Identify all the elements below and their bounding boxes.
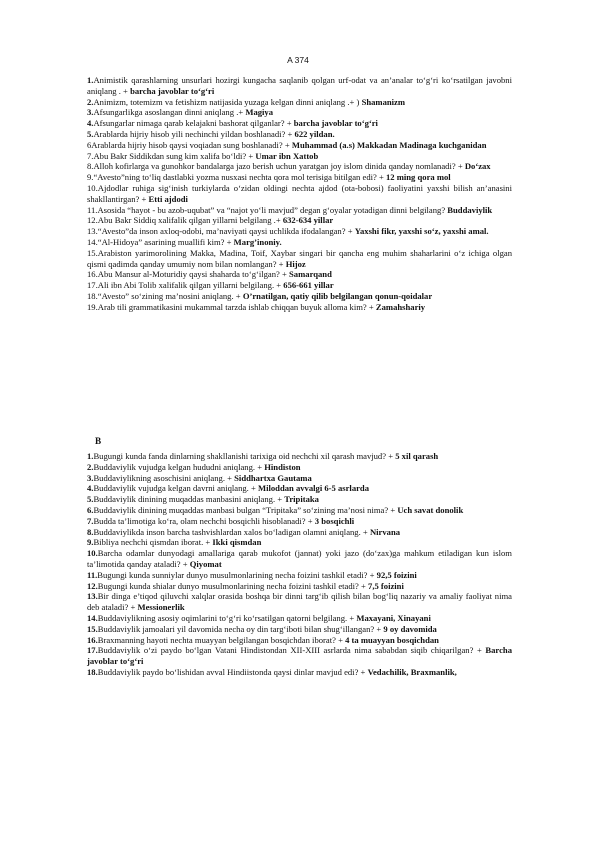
question-item: [87, 215, 512, 226]
question-text: “Al-Hidoya” asarining muallifi kim?: [97, 236, 225, 247]
answer-mark: . +: [118, 85, 128, 96]
question-text: Arablarda hijriy hisob qaysi voqiadan sung boshlanadi?: [91, 139, 283, 150]
answer-text: 12 ming qora mol: [385, 172, 451, 183]
answer-mark: +: [388, 451, 394, 461]
answer-text: 5 xil qarash: [395, 451, 439, 461]
section-a-questions: [87, 75, 512, 313]
question-text: Abu Mansur al-Moturidiy qaysi shaharda to‘g‘ilgan?: [97, 269, 280, 280]
answer-text: Magiya: [245, 107, 274, 118]
question-item: [87, 280, 512, 291]
question-item: [87, 129, 512, 140]
answer-mark: .+: [273, 215, 281, 226]
question-item: [87, 483, 512, 494]
question-number: 11.: [87, 569, 98, 580]
answer-mark: +: [286, 118, 292, 129]
question-text: Ali ibn Abi Tolib xalifalik qilgan yillarni belgilang.: [97, 280, 275, 291]
question-number: 16.: [87, 634, 98, 645]
question-text: Buddaviylik dinining muqaddas manbasini aniqlang.: [93, 494, 276, 505]
question-number: 15.: [87, 247, 98, 258]
answer-mark: +: [360, 666, 366, 677]
answer-mark: +: [141, 193, 147, 204]
question-text: “Avesto”ning to‘liq dastlabki yozma nusxasi nechta qora mol terisiga bitilgan edi?: [93, 172, 377, 183]
answer-mark: +: [307, 515, 313, 526]
question-text: Buddaviylikda inson barcha tashvishlardan xalos bo‘ladigan olamni aniqlang.: [93, 526, 361, 537]
question-number: 17.: [87, 280, 98, 291]
question-number: 12.: [87, 215, 98, 226]
answer-text: Marg’inoniy.: [233, 236, 282, 247]
answer-mark: +: [282, 269, 287, 280]
question-number: 13.: [87, 226, 98, 237]
question-number: 17.: [87, 645, 98, 656]
answer-mark: +: [349, 612, 355, 623]
question-text: Arab tili grammatikasini mukammal tarzda ishlab chiqqan buyuk alloma kim?: [97, 301, 367, 312]
answer-mark: +: [250, 483, 256, 494]
question-text: Buddaviylik vujudga kelgan hududni aniqlang.: [93, 461, 256, 472]
answer-mark: +: [278, 258, 284, 269]
question-text: Buddaviylik o‘zi paydo bo‘lgan Vatani Hindistondan XII-XIII asrlarda nima sababdan siqib chiqarilgan?: [97, 645, 474, 656]
question-number: 18.: [87, 290, 98, 301]
question-number: 8.: [87, 161, 94, 172]
answer-text: Hijoz: [285, 258, 306, 269]
answer-text: Qiyomat: [189, 558, 222, 569]
question-item: [87, 302, 512, 313]
question-number: 7.: [87, 515, 94, 526]
question-text: Buddaviylik dinining muqaddas manbasi bulgan “Tripitaka” so‘zining ma’nosi nima?: [93, 504, 389, 515]
answer-text: 3 bosqichli: [314, 515, 355, 526]
question-text: Bir dinga e’tiqod qiluvchi xalqlar orasida boshqa bir dinni targ‘ib qilish bilan bog‘liq nazariy va amaliy faoliyat nima deb ataladi?: [87, 591, 512, 613]
question-item: [87, 107, 512, 118]
answer-text: Siddhartxa Gautama: [234, 472, 312, 483]
question-text: Animistik qarashlarning unsurlari hozirgi kungacha saqlanib qolgan urf-odat va an’analar to‘g‘ri ko‘rsatilgan javobni aniqlang: [87, 75, 512, 96]
question-number: 6: [87, 139, 92, 150]
question-number: 7.: [87, 150, 94, 161]
question-text: Barcha odamlar dunyodagi amallariga qarab mukofot (jannat) yoki jazo (do‘zax)ga mahkum etiladigan kun islom ta’limotida qanday ataladi?: [87, 548, 512, 569]
answer-mark: .+ ): [347, 96, 360, 107]
question-item: [87, 151, 512, 162]
question-item: [87, 645, 512, 667]
question-item: [87, 505, 512, 516]
question-number: 14.: [87, 236, 98, 247]
question-text: Bugungi kunda sunniylar dunyo musulmonlarining necha foizini tashkil etadi?: [97, 569, 368, 580]
answer-mark: +: [476, 645, 482, 656]
question-number: 10.: [87, 182, 98, 193]
answer-mark: +: [361, 580, 366, 591]
answer-mark: +: [235, 290, 241, 301]
answer-text: 9 oy davomida: [383, 623, 437, 634]
question-item: [87, 97, 512, 108]
question-item: [87, 226, 512, 237]
answer-mark: +: [205, 537, 211, 548]
answer-text: Nirvana: [369, 526, 401, 537]
question-number: 5.: [87, 494, 94, 505]
question-item: [87, 548, 512, 570]
question-text: Ajdodlar ruhiga sig‘inish turkiylarda o‘zidan oldingi nechta ajdod (ota-bobosi) faoliyatini yaxshi bilish an’anasini shakllantirgan?: [87, 182, 512, 204]
question-item: [87, 161, 512, 172]
answer-text: 656-661 yillar: [283, 280, 334, 291]
question-item: [87, 451, 512, 462]
question-text: Buddaviylik paydo bo‘lishidan avval Hindiistonda qaysi dinlar mavjud edi?: [97, 666, 359, 677]
answer-mark: +: [378, 172, 384, 183]
question-text: Asosida “hayot - bu azob-uqubat” va “najot yo‘li mavjud” degan g‘oyalar yotadigan dinni belgilang?: [97, 204, 446, 215]
question-item: [87, 581, 512, 592]
answer-text: Tripitaka: [284, 494, 319, 505]
question-item: [87, 118, 512, 129]
question-number: 19.: [87, 301, 98, 312]
question-number: 13.: [87, 591, 98, 602]
question-number: 2.: [87, 96, 94, 107]
question-text: Alloh kofirlarga va gunohkor bandalarga jazo berish uchun yaratgan joy islom dinida qanday nomlanadi?: [93, 161, 456, 172]
answer-mark: +: [362, 526, 368, 537]
answer-text: Yaxshi fikr, yaxshi so‘z, yaxshi amal.: [354, 226, 489, 237]
answer-text: barcha javoblar to‘g‘ri: [293, 118, 378, 129]
answer-text: 622 yildan.: [294, 128, 335, 139]
answer-text: Hindiston: [264, 461, 301, 472]
question-text: Buddaviylikning asoschisini aniqlang.: [93, 472, 225, 483]
question-item: [87, 494, 512, 505]
question-number: 12.: [87, 580, 98, 591]
question-text: Arablarda hijriy hisob yili nechinchi yildan boshlanadi?: [93, 128, 286, 139]
question-item: [87, 613, 512, 624]
question-number: 3.: [87, 472, 94, 483]
answer-text: 4 ta muayyan bosqichdan: [345, 634, 439, 645]
question-item: [87, 516, 512, 527]
answer-mark: .+: [236, 107, 244, 118]
answer-text: Umar ibn Xattob: [255, 150, 319, 161]
answer-text: Muhammad (a.s) Makkadan Madinaga kuchganidan: [291, 139, 487, 150]
question-text: Braxmanning hayoti nechta muayyan belgilangan bosqichdan iborat?: [97, 634, 336, 645]
question-text: Afsungarlar nimaga qarab kelajakni bashorat qilganlar?: [93, 118, 285, 129]
answer-text: 92,5 foizini: [376, 569, 417, 580]
question-text: Buddaviylikning asosiy oqimlarini to‘g‘ri ko‘rsatilgan qatorni belgilang.: [97, 612, 348, 623]
answer-mark: +: [376, 623, 382, 634]
answer-text: Do‘zax: [464, 161, 491, 172]
answer-mark: +: [287, 128, 293, 139]
question-item: [87, 624, 512, 635]
answer-text: Shamanizm: [361, 96, 406, 107]
question-item: [87, 269, 512, 280]
answer-mark: +: [368, 301, 374, 312]
question-number: 14.: [87, 612, 98, 623]
question-text: Arabiston yarimorolining Makka, Madina, Toif, Xaybar singari bir qancha eng muhim shaharlarini o‘z ichiga olgan qismi qadimda qanday umumiy nom bilan nomlangan?: [87, 247, 512, 269]
question-item: [87, 667, 512, 678]
question-number: 8.: [87, 526, 94, 537]
question-item: [87, 140, 512, 151]
question-text: Afsungarlikga asoslangan dinni aniqlang: [93, 107, 235, 118]
question-item: [87, 473, 512, 484]
question-text: Budda ta’limotiga ko‘ra, olam nechchi bosqichli hisoblanadi?: [93, 515, 306, 526]
question-text: “Avesto”da inson axloq-odobi, ma’naviyati qaysi uchlikda ifodalangan?: [97, 226, 346, 237]
answer-text: 632-634 yillar: [282, 215, 334, 226]
question-text: Bugungi kunda shialar dunyo musulmonlarining necha foizini tashkil etadi?: [97, 580, 359, 591]
question-text: Bugungi kunda fanda dinlarning shakllanishi tarixiga oid nechchi xil qarash mavjud?: [93, 451, 387, 461]
answer-mark: +: [369, 569, 375, 580]
answer-text: Ikki qismdan: [212, 537, 262, 548]
question-item: [87, 462, 512, 473]
answer-text: Zamahshariy: [375, 301, 426, 312]
question-item: [87, 291, 512, 302]
answer-mark: +: [347, 226, 353, 237]
question-item: [87, 527, 512, 538]
question-text: Abu Bakr Siddiq xalifalik qilgan yillarni belgilang: [97, 215, 272, 226]
question-item: [87, 205, 512, 216]
answer-mark: +: [227, 472, 232, 483]
question-item: [87, 75, 512, 97]
question-text: Bibliya nechchi qismdan iborat.: [93, 537, 204, 548]
answer-mark: +: [130, 602, 136, 613]
answer-text: Buddaviylik: [447, 204, 493, 215]
section-b-questions: [87, 451, 512, 678]
question-text: Buddaviylik jamoalari yil davomida necha oy din targ‘iboti bilan shug‘illangan?: [97, 623, 375, 634]
answer-mark: +: [338, 634, 343, 645]
answer-text: barcha javoblar to‘g‘ri: [130, 85, 215, 96]
answer-mark: +: [226, 236, 232, 247]
question-text: Buddaviylik vujudga kelgan davrni aniqlang.: [93, 483, 249, 494]
answer-text: 7,5 foizini: [368, 580, 404, 591]
answer-text: Samarqand: [289, 269, 332, 280]
answer-mark: +: [276, 280, 282, 291]
question-number: 10.: [87, 548, 98, 559]
question-number: 2.: [87, 461, 94, 472]
answer-text: Vedachilik, Braxmanlik,: [367, 666, 457, 677]
answer-text: Miloddan avvalgi 6-5 asrlarda: [258, 483, 370, 494]
question-item: [87, 237, 512, 248]
question-item: [87, 570, 512, 581]
answer-text: Etti ajdodi: [148, 193, 188, 204]
question-item: [87, 635, 512, 646]
answer-mark: +: [248, 150, 254, 161]
question-item: [87, 248, 512, 270]
question-number: 4.: [87, 483, 94, 494]
question-number: 9.: [87, 172, 94, 183]
section-b-heading: B: [95, 436, 102, 446]
question-item: [87, 591, 512, 613]
question-number: 11.: [87, 204, 98, 215]
answer-text: Uch savat donolik: [397, 504, 464, 515]
question-number: 18.: [87, 666, 98, 677]
answer-mark: +: [182, 558, 188, 569]
question-number: 4.: [87, 118, 94, 129]
answer-text: Messionerlik: [137, 602, 185, 613]
question-number: 6.: [87, 504, 94, 515]
answer-mark: +: [277, 494, 283, 505]
question-text: “Avesto” so‘zining ma’nosini aniqlang.: [97, 290, 234, 301]
question-item: [87, 537, 512, 548]
question-number: 5.: [87, 128, 94, 139]
question-number: 3.: [87, 107, 94, 118]
question-item: [87, 172, 512, 183]
answer-mark: +: [284, 139, 290, 150]
question-number: 16.: [87, 269, 98, 280]
question-text: Animizm, totemizm va fetishizm natijasida yuzaga kelgan dinni aniqlang: [93, 96, 346, 107]
answer-text: Maxayani, Xinayani: [356, 612, 431, 623]
answer-text: Barcha javoblar to‘g‘ri: [87, 645, 512, 667]
question-number: 1.: [87, 451, 94, 461]
question-text: Abu Bakr Siddikdan sung kim xalifa bo‘ldi?: [93, 150, 247, 161]
page-header: A 374: [287, 55, 309, 65]
question-number: 15.: [87, 623, 98, 634]
question-number: 1.: [87, 75, 94, 85]
question-number: 9.: [87, 537, 94, 548]
answer-mark: +: [457, 161, 463, 172]
answer-mark: +: [390, 504, 396, 515]
question-item: [87, 183, 512, 205]
answer-text: O’rnatilgan, qatiy qilib belgilangan qonun-qoidalar: [242, 290, 433, 301]
answer-mark: +: [257, 461, 263, 472]
